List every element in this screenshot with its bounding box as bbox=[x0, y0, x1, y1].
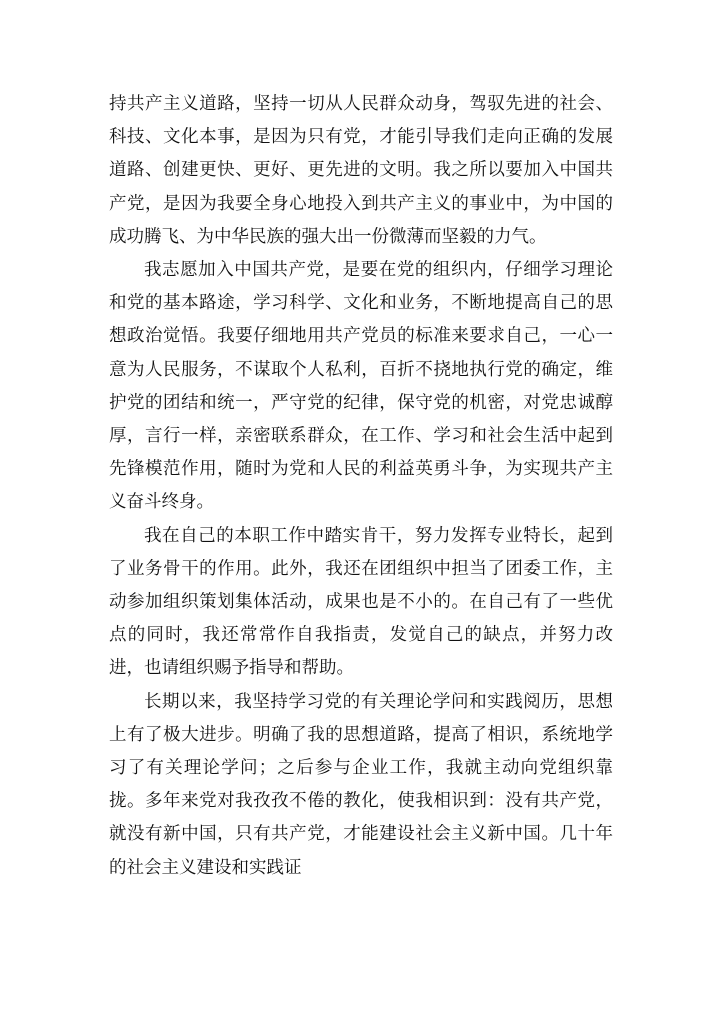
paragraph-3: 我在自己的本职工作中踏实肯干，努力发挥专业特长，起到了业务骨干的作用。此外，我还在团组织中担当了团委工作，主动参加组织策划集体活动，成果也是不小的。在自己有了一些优点的同时，我还常常作自我指责，发觉自己的缺点，并努力改进，也请组织赐予指导和帮助。 bbox=[109, 525, 613, 679]
paragraph-4: 长期以来，我坚持学习党的有关理论学问和实践阅历，思想上有了极大进步。明确了我的思想道路，提高了相识，系统地学习了有关理论学问；之后参与企业工作，我就主动向党组织靠拢。多年来党对我孜孜不倦的教化，使我相识到：没有共产党，就没有新中国，只有共产党，才能建设社会主义新中国。几十年的社会主义建设和实践证 bbox=[109, 691, 613, 878]
document-body bbox=[109, 88, 613, 885]
paragraph-2: 我志愿加入中国共产党，是要在党的组织内，仔细学习理论和党的基本路途，学习科学、文化和业务，不断地提高自己的思想政治觉悟。我要仔细地用共产党员的标准来要求自己，一心一意为人民服务，不谋取个人私利，百折不挠地执行党的确定，维护党的团结和统一，严守党的纪律，保守党的机密，对党忠诚醇厚，言行一样，亲密联系群众，在工作、学习和社会生活中起到先锋模范作用，随时为党和人民的利益英勇斗争，为实现共产主义奋斗终身。 bbox=[109, 260, 613, 513]
paragraph-1: 持共产主义道路，坚持一切从人民群众动身，驾驭先进的社会、科技、文化本事，是因为只有党，才能引导我们走向正确的发展道路、创建更快、更好、更先进的文明。我之所以要加入中国共产党，是因为我要全身心地投入到共产主义的事业中，为中国的成功腾飞、为中华民族的强大出一份微薄而坚毅的力气。 bbox=[109, 94, 613, 247]
